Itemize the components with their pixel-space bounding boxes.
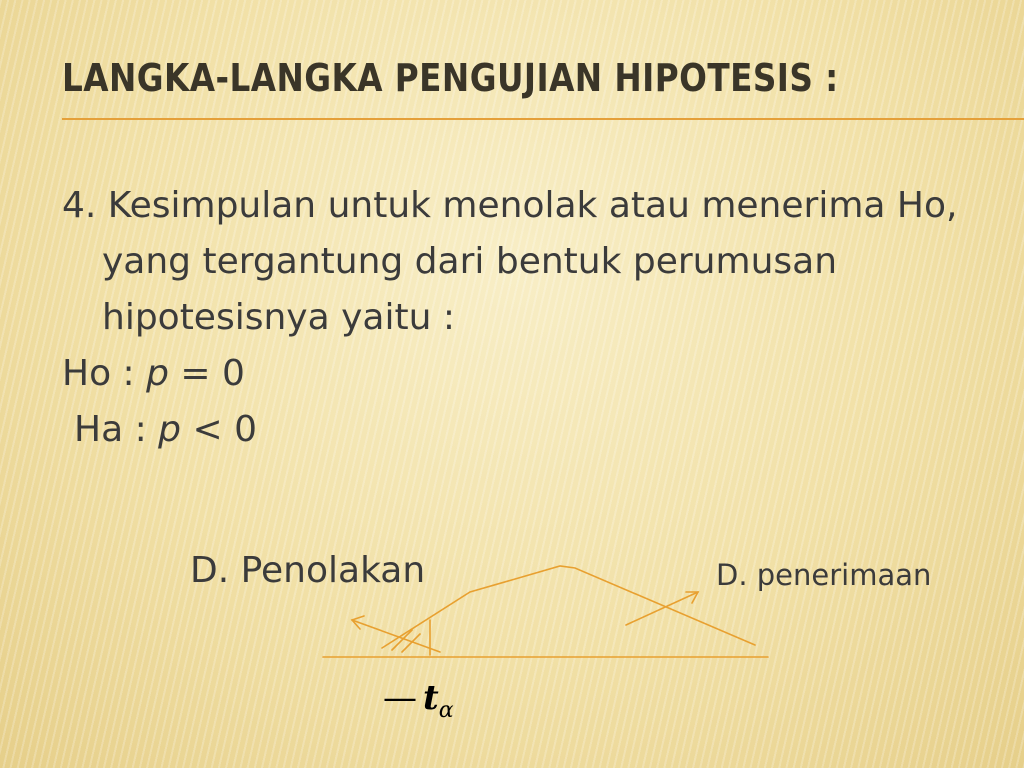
point-paragraph: 4. Kesimpulan untuk menolak atau menerima Ho, yang tergantung dari bentuk perumusan hipotesisnya yaitu :: [62, 185, 958, 338]
alternative-hypothesis-label: Ha :: [74, 409, 159, 450]
critical-value-alpha: α: [438, 698, 454, 723]
right-arrow-head: [686, 592, 698, 603]
title-divider: [62, 118, 1024, 120]
alternative-hypothesis-symbol: p: [158, 409, 182, 450]
curve-outline: [382, 566, 755, 648]
rejection-region-label: D. Penolakan: [190, 550, 426, 591]
critical-value-t: t: [423, 678, 439, 718]
null-hypothesis-label: Ho :: [62, 353, 147, 394]
null-hypothesis-relation: = 0: [168, 353, 245, 394]
alternative-hypothesis-relation: < 0: [181, 409, 257, 450]
slide-title: LANGKA-LANGKA PENGUJIAN HIPOTESIS :: [62, 56, 839, 100]
slide-body: [62, 178, 962, 458]
right-arrow-shaft: [626, 592, 698, 625]
hatch-mark-1: [392, 630, 412, 650]
critical-value-minus: —: [383, 678, 417, 718]
left-arrow-shaft: [352, 620, 440, 652]
null-hypothesis: [62, 346, 962, 402]
acceptance-region-label: D. penerimaan: [716, 558, 932, 592]
alternative-hypothesis: [62, 402, 962, 458]
left-arrow-head: [352, 616, 364, 629]
critical-value-label: [383, 678, 454, 723]
null-hypothesis-symbol: p: [146, 353, 169, 394]
hatch-mark-2: [402, 634, 420, 652]
